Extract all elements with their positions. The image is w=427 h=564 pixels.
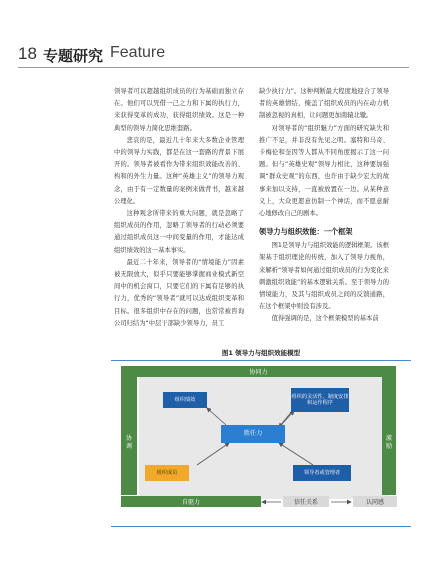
competence-box: 胜任力 (221, 425, 285, 443)
paragraph: 这种观念所带来的重大问题，就是忽略了组织成员的作用，忽略了领导者的行动必须要通过组织成员这一中间变量的作用，才能达成组织绩效的这一基本事实。 (114, 210, 244, 254)
self-drive-bar: 自驱力 (121, 496, 261, 507)
incentive-bar (382, 377, 396, 495)
paragraph: 悲哀的是，最近几十年来大多数企业管理中的领导力实践，都是在这一套路的背景下展开的。领导者被看作为带来组织效能改善的、构和的外生力量。这种“英雄主义”的领导力观念，由于有一定数量的案例来做背书，越来越公理化。 (114, 136, 244, 205)
figure-title: 图1 领导力与组织效能模型 (221, 349, 301, 357)
page-number: 18 (18, 44, 37, 63)
synergy-bar: 协同力 (121, 366, 396, 377)
paragraph: 领导者可以超越组织成员的行为基础而独立存在。他们可以凭借一己之力和下属的执行力，来获得变革的成功，获得组织绩效。这是一种典型的领导力简化思维套路。 (114, 88, 244, 132)
coordination-label: 协调 (125, 435, 132, 450)
page-header (0, 42, 427, 68)
leaders-box: 领导者或管理者 (293, 465, 351, 481)
section-title-cn: 专题研究 (43, 47, 104, 65)
paragraph: 值得强调的是，这个框架模型的基本前 (271, 315, 379, 323)
text-column-right (259, 86, 389, 326)
paragraph: 对领导者的“组织魅力”方面的研究缺失和推广不足，并非没有先见之明。塞特和马奇、卡梅伦和奎因等人都从不同角度揭示了这一问题。但与“英雄史观”领导力相比，这种要加强调“群众史观”的东西，也许由于缺少宏大的故事来加以支持，一直被放置在一边。从某种意义上，大众更愿意仿制一个神话，而不愿意耐心地修改自己的剧本。 (259, 124, 389, 218)
org-flexibility-box: 组织的灵活性、制度安排和运作程序 (291, 388, 349, 412)
text-column-left (114, 86, 244, 330)
figure-top-rule (111, 360, 411, 361)
header-divider (18, 67, 409, 68)
section-subheading: 领导力与组织效能：一个框架 (259, 227, 353, 237)
section-title-en: Feature (110, 44, 166, 61)
org-performance-box: 组织绩效 (163, 392, 207, 408)
figure-bottom-rule (111, 526, 411, 527)
trust-box: 信任关系 (283, 496, 329, 507)
paragraph: 图1是领导力与组织效能的逻辑框架。该框架基于组织理论的传统，加入了领导力视角，来解析“领导者如何通过组织成员的行为变化来刺激组织效能”的基本逻辑关系。至于领导力的情境能力，及其与组织成员之间的反馈通路，在这个框架中则没有涉及。 (259, 242, 389, 311)
incentive-label: 激励 (385, 435, 392, 450)
paragraph: 最近二十年来，领导者的“情境能力”因素被无限放大，似乎只要能够掌握商业模式新空间中的机会窗口，只要它们的下属有足够的执行力，优秀的“领导者”就可以达成组织变革和目标。很多组织中存在的问题，也常常被咨询公司归结为“中层干部缺少领导力，员工 (114, 258, 244, 327)
identity-box: 认同感 (353, 496, 397, 507)
figure-leadership-model (111, 362, 411, 522)
paragraph: 缺少执行力”。这种判断最大程度地迎合了领导者的英雄情结，掩盖了组织成员的内在动力机制被忽视的真相，让问题更加南辕北辙。 (259, 88, 389, 120)
coordination-bar (121, 377, 137, 495)
org-members-box: 组织成员 (145, 465, 189, 481)
